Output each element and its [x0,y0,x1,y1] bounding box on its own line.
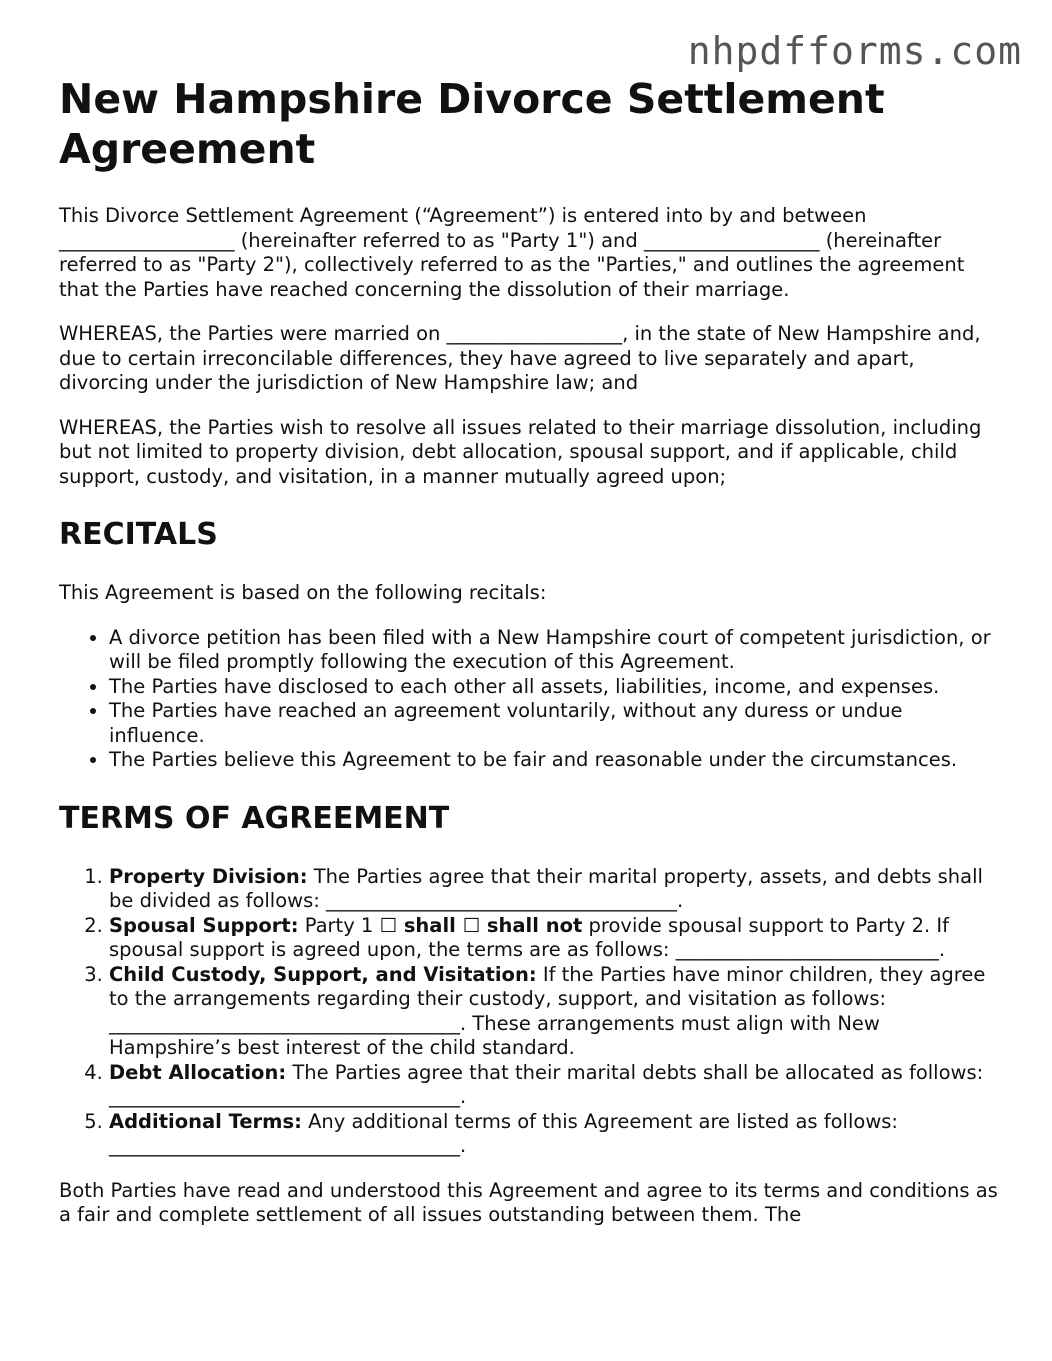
party2-name-blank: __________________ [644,228,820,252]
term-title: Additional Terms: [109,1109,302,1133]
recital-item: • A divorce petition has been filed with a New Hampshire court of competent jurisdiction, or will be filed promptly following the execution of this Agreement. [109,626,1004,675]
term-property-division [109,865,1004,914]
term-text: Any additional terms of this Agreement are listed as follows: [301,1109,899,1133]
property-division-blank: ____________________________________ [326,889,678,912]
term-end: . [460,1134,467,1157]
marriage-date-blank: __________________ [446,322,623,345]
intro-text-1: This Divorce Settlement Agreement (“Agreement”) is entered into by and between [59,204,867,227]
spousal-support-blank: ___________________________ [675,938,939,961]
document-page [59,74,1004,1248]
recital-item: • The Parties believe this Agreement to be fair and reasonable under the circumstances. [109,748,1004,773]
recitals-list [59,626,1004,773]
term-spousal-support [109,914,1004,963]
recitals-heading: RECITALS [59,517,218,552]
recital-item: • The Parties have reached an agreement voluntarily, without any duress or undue influence. [109,699,1004,748]
term-text: Party 1 [298,913,380,937]
term-text: provide spousal support to Party 2. If spousal support is agreed upon, the terms are as follows: [109,913,949,961]
term-debt-allocation [109,1061,1004,1110]
site-watermark: nhpdfforms.com [687,29,1022,73]
recitals-intro: This Agreement is based on the following recitals: [59,581,547,604]
intro-text-3: (hereinafter referred to as "Party 2"), collectively referred to as the "Parties," and outlines the agreement that the Parties have reached concerning the dissolution of their marriage. [59,228,965,301]
terms-list [59,865,1004,1159]
term-title: Property Division: [109,864,308,888]
closing-paragraph: Both Parties have read and understood this Agreement and agree to its terms and conditions as a fair and complete settlement of all issues outstanding between them. The [59,1178,998,1226]
term-end: . [460,1085,467,1108]
term-child-custody [109,963,1004,1061]
term-title: Child Custody, Support, and Visitation: [109,962,537,986]
term-text: The Parties agree that their marital property, assets, and debts shall be divided as follows: [109,864,983,912]
term-end: . [677,889,684,912]
shall-checkbox[interactable]: ☐ [379,913,398,937]
additional-terms-blank: ____________________________________ [109,1134,460,1157]
document-title: New Hampshire Divorce Settlement Agreement [59,75,885,173]
shall-not-checkbox[interactable]: ☐ [462,913,481,937]
terms-heading: TERMS OF AGREEMENT [59,800,450,836]
term-additional-terms [109,1110,1004,1159]
party1-name-blank: __________________ [59,228,235,252]
whereas-resolve-paragraph: WHEREAS, the Parties wish to resolve all issues related to their marriage dissolution, including but not limited to property division, debt allocation, spousal support, and if applicable, child support, custody, and visitation, in a manner mutually agreed upon; [59,415,982,488]
whereas1-text-2: , in the state of New Hampshire and, due to certain irreconcilable differences, they have agreed to live separately and apart, divorcing under the jurisdiction of New Hampshire law; and [59,322,981,394]
debt-allocation-blank: ____________________________________ [109,1085,460,1108]
term-end: . These arrangements must align with New Hampshire’s best interest of the child standard. [109,1011,880,1059]
shall-not-option-label: shall not [480,913,583,937]
whereas-marriage-paragraph [59,322,1004,396]
child-custody-blank: ____________________________________ [109,1011,460,1035]
intro-paragraph [59,204,1004,302]
term-title: Debt Allocation: [109,1060,287,1084]
intro-text-2: (hereinafter referred to as "Party 1") and [234,228,644,252]
term-end: . [938,938,946,961]
shall-option-label: shall [397,913,463,937]
term-text: The Parties agree that their marital debts shall be allocated as follows: [286,1060,984,1084]
whereas1-text-1: WHEREAS, the Parties were married on [59,322,447,345]
term-text: If the Parties have minor children, they agree to the arrangements regarding their custody, support, and visitation as follows: [109,962,986,1010]
recital-item: • The Parties have disclosed to each other all assets, liabilities, income, and expenses. [109,675,1004,700]
term-title: Spousal Support: [109,913,299,937]
